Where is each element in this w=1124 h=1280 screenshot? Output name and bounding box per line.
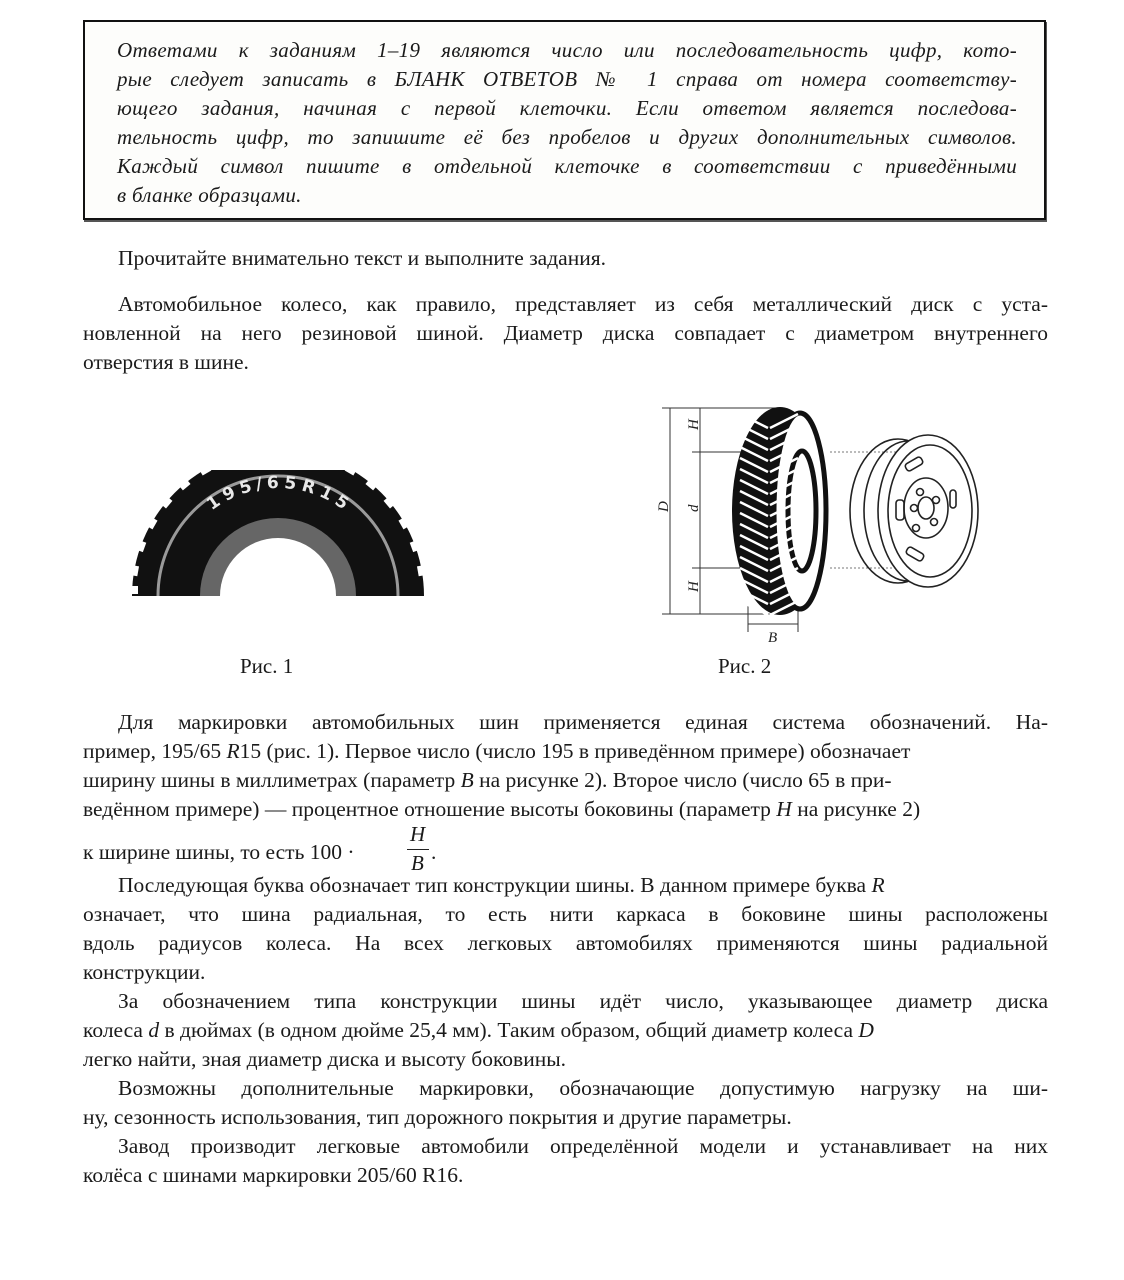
math-R: R xyxy=(226,739,240,763)
paragraph-line xyxy=(83,739,1048,764)
instruction-line: рые следует записать в БЛАНК ОТВЕТОВ № 1 справа от номера соответству- xyxy=(117,67,1017,91)
text-span: 15 (рис. 1). Первое число (число 195 в приведённом примере) обозначает xyxy=(239,739,911,763)
paragraph-line: конструкции. xyxy=(83,960,206,984)
paragraph-line: отверстия в шине. xyxy=(83,350,249,374)
fraction-denominator: B xyxy=(411,851,424,875)
instruction-line: Ответами к заданиям 1–19 являются число или последовательность цифр, кото- xyxy=(117,38,1017,62)
paragraph-line xyxy=(83,768,892,793)
paragraph-line: вдоль радиусов колеса. На всех легковых автомобилях применяются шины радиальной xyxy=(83,931,1048,955)
label-d: d xyxy=(686,504,702,512)
paragraph-line: За обозначением типа конструкции шины идёт число, указывающее диаметр диска xyxy=(118,989,1048,1013)
tread-notch xyxy=(417,565,427,576)
figure-1-tire xyxy=(128,470,428,600)
paragraph-line xyxy=(83,797,920,822)
text-span: пример, 195/65 xyxy=(83,739,227,763)
intro-text: Прочитайте внимательно текст и выполните задания. xyxy=(118,246,606,270)
tread-notch xyxy=(129,565,139,576)
label-H-bottom: H xyxy=(686,581,702,592)
figure-2-caption: Рис. 2 xyxy=(718,654,772,678)
text-span: Последующая буква обозначает тип конструкции шины. В данном примере буква xyxy=(118,873,872,897)
fraction-numerator: H xyxy=(410,822,426,846)
text-span: ведённом примере) — процентное отношение высоты боковины (параметр xyxy=(83,797,777,821)
paragraph-line: к ширине шины, то есть 100 · xyxy=(83,840,355,864)
paragraph-line: Завод производит легковые автомобили определённой модели и устанавливает на них xyxy=(118,1134,1048,1158)
paragraph-line: легко найти, зная диаметр диска и высоту боковины. xyxy=(83,1047,567,1071)
math-d: d xyxy=(148,1018,160,1042)
label-D: D xyxy=(656,501,672,512)
label-B: B xyxy=(768,630,778,646)
instruction-line: в бланке образцами. xyxy=(117,183,302,207)
text-span: ширину шины в миллиметрах (параметр xyxy=(83,768,461,792)
label-H-top: H xyxy=(686,419,702,430)
text-span: в дюймах (в одном дюйме 25,4 мм). Таким образом, общий диаметр колеса xyxy=(159,1018,859,1042)
paragraph-line: Для маркировки автомобильных шин применяется единая система обозначений. На- xyxy=(118,710,1048,734)
text-span: на рисунке 2) xyxy=(791,797,921,821)
math-B: B xyxy=(460,768,474,792)
paragraph-line xyxy=(118,873,1048,898)
math-R: R xyxy=(871,873,885,897)
figure-2-diagram xyxy=(650,400,990,650)
wheel-rim xyxy=(850,435,978,587)
instruction-line: ющего задания, начиная с первой клеточки. Если ответом является последова- xyxy=(117,96,1017,120)
text-span: на рисунке 2). Второе число (число 65 в при- xyxy=(473,768,892,792)
paragraph-line: колёса с шинами маркировки 205/60 R16. xyxy=(83,1163,464,1187)
instruction-box xyxy=(83,20,1046,220)
paragraph-line: Автомобильное колесо, как правило, представляет из себя металлический диск с уста- xyxy=(118,292,1048,316)
paragraph-line: означает, что шина радиальная, то есть нити каркаса в боковине шины расположены xyxy=(83,902,1048,926)
math-H: H xyxy=(776,797,792,821)
fraction-tail: . xyxy=(431,840,437,864)
paragraph-line xyxy=(83,1018,874,1043)
paragraph-line: новленной на него резиновой шиной. Диаметр диска совпадает с диаметром внутреннего xyxy=(83,321,1048,345)
text-span: колеса xyxy=(83,1018,149,1042)
paragraph-line: Возможны дополнительные маркировки, обозначающие допустимую нагрузку на ши- xyxy=(118,1076,1048,1100)
instruction-line: Каждый символ пишите в отдельной клеточке в соответствии с приведёнными xyxy=(117,154,1017,178)
math-D: D xyxy=(858,1018,874,1042)
paragraph-line: ну, сезонность использования, тип дорожного покрытия и другие параметры. xyxy=(83,1105,792,1129)
figure-1-caption: Рис. 1 xyxy=(240,654,294,678)
tire-marking-text: 195/65R15 xyxy=(203,472,353,515)
tire-side-view xyxy=(732,407,828,615)
instruction-line: тельность цифр, то запишите её без пробелов и других дополнительных символов. xyxy=(117,125,1017,149)
